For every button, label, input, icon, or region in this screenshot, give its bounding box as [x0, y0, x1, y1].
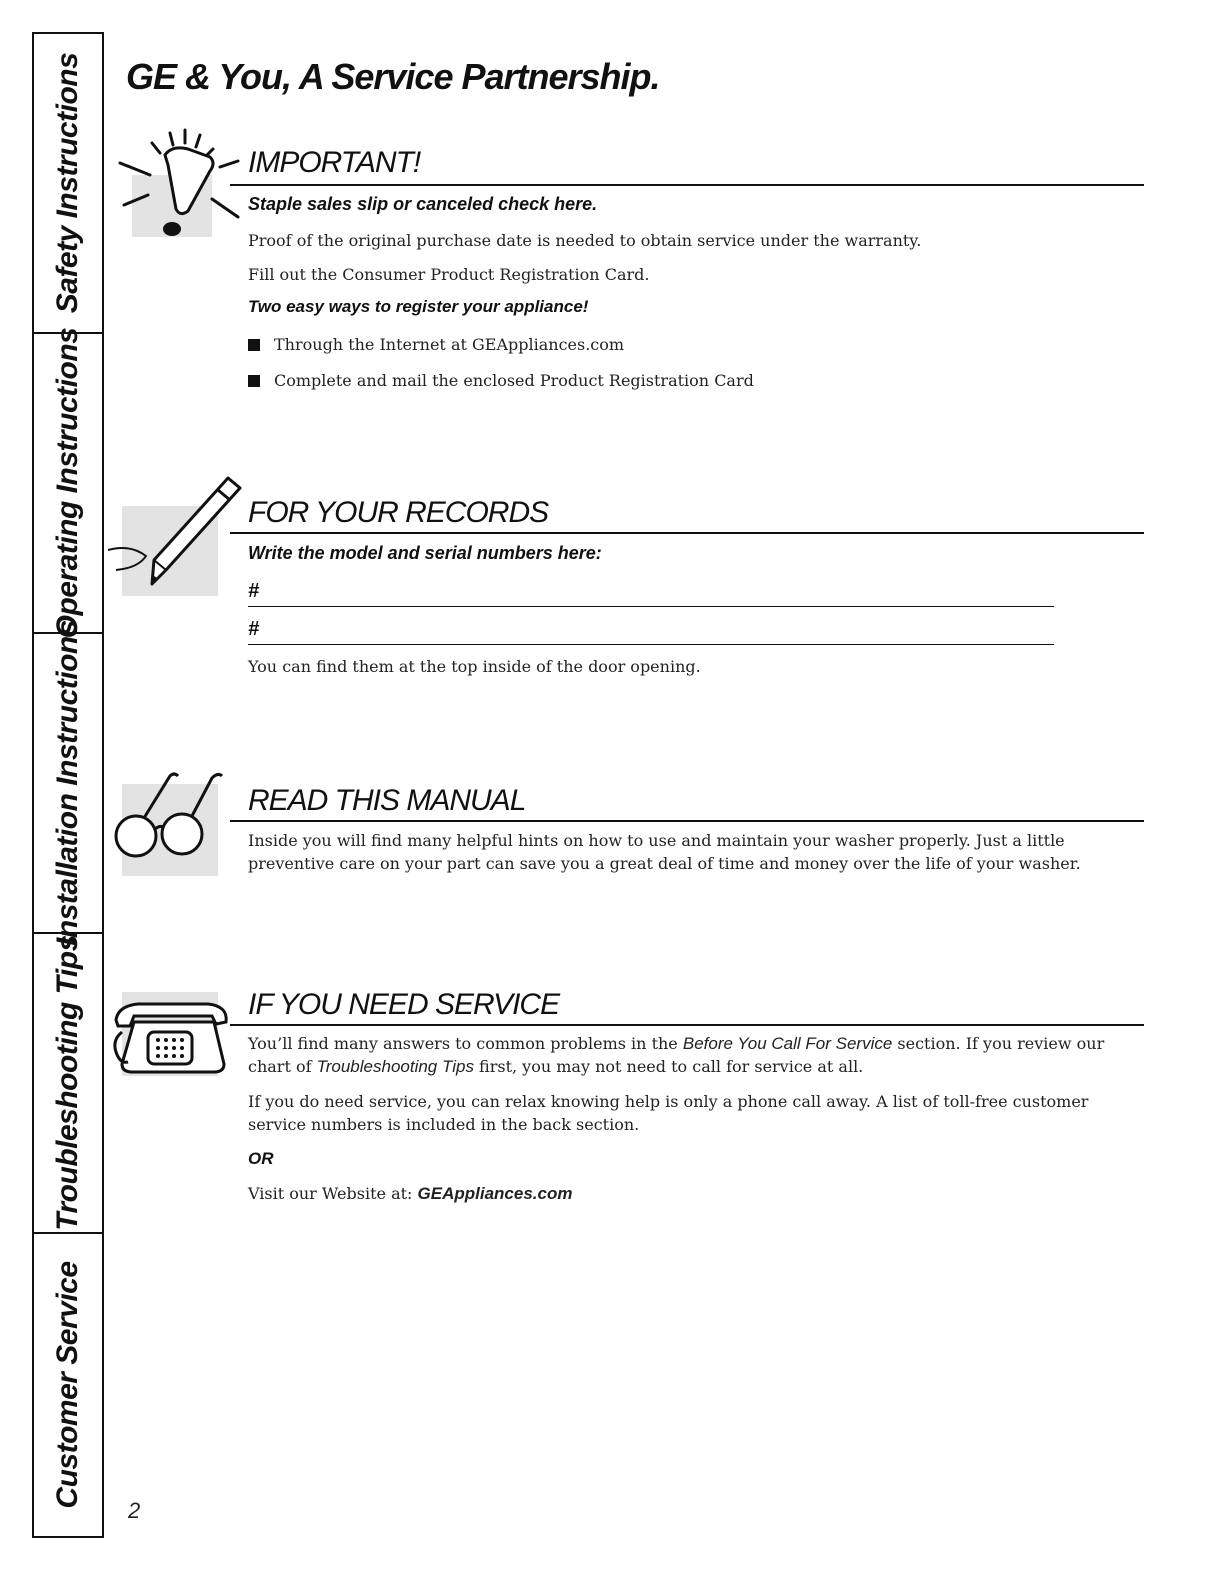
bullet-icon	[248, 339, 260, 351]
tab-label: Troubleshooting Tips	[51, 935, 84, 1231]
serial-number-hash: #	[248, 618, 260, 640]
records-note: You can find them at the top inside of the door opening.	[248, 657, 701, 676]
service-para-1-mid: section. If you review our chart of	[248, 1034, 1105, 1076]
list-item	[248, 369, 1108, 392]
before-you-call-ref: Before You Call For Service	[682, 1034, 893, 1053]
website-link[interactable]: GEAppliances.com	[417, 1184, 573, 1203]
tab-troubleshooting-tips[interactable]	[34, 934, 102, 1234]
manual-body: Inside you will find many helpful hints on how to use and maintain your washer properly. Just a little preventive care on your part can save you a great deal of time and money over the life of your washer.	[248, 831, 1081, 873]
proof-of-purchase-text: Proof of the original purchase date is needed to obtain service under the warranty.	[248, 231, 922, 250]
pencil-icon	[108, 472, 248, 598]
bullet-icon	[248, 375, 260, 387]
telephone-icon	[108, 992, 248, 1076]
service-para-1-start: You’ll find many answers to common problems in the	[248, 1034, 683, 1053]
model-number-line	[248, 606, 1054, 607]
service-rule	[230, 1024, 1144, 1026]
tab-label: Installation Instructions	[51, 620, 84, 946]
troubleshooting-tips-ref: Troubleshooting Tips	[316, 1057, 474, 1076]
sidebar-tabs	[32, 32, 104, 1538]
manual-heading: READ THIS MANUAL	[248, 784, 526, 817]
visit-website-text	[248, 1182, 1108, 1205]
important-rule	[230, 184, 1144, 186]
important-heading: IMPORTANT!	[248, 146, 421, 179]
service-para-2: If you do need service, you can relax knowing help is only a phone call away. A list of toll-free customer service numbers is included in the back section.	[248, 1092, 1089, 1134]
tab-label: Customer Service	[51, 1261, 84, 1509]
tab-installation-instructions[interactable]	[34, 620, 102, 946]
registration-card-text: Fill out the Consumer Product Registration Card.	[248, 265, 650, 284]
manual-rule	[230, 820, 1144, 822]
important-subhead: Staple sales slip or canceled check here.	[248, 194, 598, 214]
records-rule	[230, 532, 1144, 534]
tab-label: Operating Instructions	[51, 327, 84, 639]
records-heading: FOR YOUR RECORDS	[248, 496, 549, 529]
bullet-text: Through the Internet at GEAppliances.com	[274, 335, 625, 354]
service-para-1-end: first, you may not need to call for service at all.	[473, 1057, 864, 1076]
tab-safety-instructions[interactable]	[34, 34, 102, 334]
service-para-1	[248, 1032, 1108, 1078]
serial-number-line	[248, 644, 1054, 645]
records-subhead: Write the model and serial numbers here:	[248, 543, 602, 563]
model-number-hash: #	[248, 580, 260, 602]
list-item	[248, 333, 1108, 356]
page-number: 2	[128, 1498, 141, 1523]
or-label: OR	[248, 1149, 274, 1168]
tab-customer-service[interactable]	[34, 1234, 102, 1536]
page-title: GE & You, A Service Partnership.	[126, 56, 660, 97]
visit-label: Visit our Website at:	[248, 1184, 418, 1203]
exclamation-icon	[110, 125, 250, 245]
tab-label: Safety Instructions	[51, 52, 84, 314]
tab-operating-instructions[interactable]	[34, 327, 102, 639]
register-heading: Two easy ways to register your appliance!	[248, 297, 589, 316]
bullet-text: Complete and mail the enclosed Product Registration Card	[274, 371, 754, 390]
glasses-icon	[108, 770, 248, 880]
service-heading: IF YOU NEED SERVICE	[248, 988, 560, 1021]
